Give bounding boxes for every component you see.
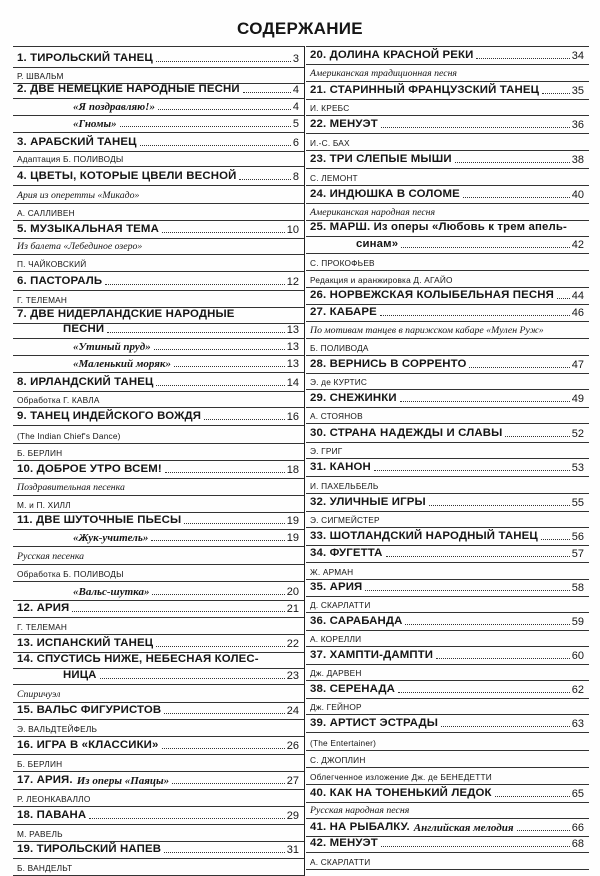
entry-title: 2. ДВЕ НЕМЕЦКИЕ НАРОДНЫЕ ПЕСНИ (17, 84, 240, 95)
toc-credit (13, 547, 304, 565)
toc-entry (306, 647, 589, 665)
toc-credit (13, 291, 304, 308)
entry-title: 28. ВЕРНИСЬ В СОРРЕНТО (310, 358, 467, 370)
toc-credit (306, 100, 589, 116)
toc-entry (13, 116, 304, 133)
toc-entry (306, 151, 589, 169)
dot-leader (156, 646, 285, 647)
toc-entry (13, 408, 304, 426)
entry-title: 18. ПАВАНА (17, 809, 87, 821)
toc-entry (306, 613, 589, 631)
toc-credit (306, 408, 589, 424)
toc-entry (13, 635, 304, 653)
dot-leader (164, 852, 285, 853)
toc-entry (306, 715, 589, 733)
toc-credit (306, 339, 589, 356)
page-number: 14 (286, 377, 299, 389)
toc-entry (306, 390, 589, 408)
toc-entry (13, 461, 304, 479)
dot-leader (162, 748, 285, 749)
dot-leader (381, 127, 570, 128)
credit-text: Э. де КУРТИС (310, 377, 368, 387)
toc-credit (306, 853, 589, 870)
page-number: 63 (571, 718, 584, 730)
page-number: 27 (286, 775, 299, 787)
dot-leader (152, 594, 284, 595)
credit-text: М. и П. ХИЛЛ (17, 500, 71, 510)
entry-title: 40. КАК НА ТОНЕНЬКИЙ ЛЕДОК (310, 787, 492, 799)
credit-text: П. ЧАЙКОВСКИЙ (17, 259, 87, 269)
page-number: 19 (286, 515, 299, 527)
page-number: 34 (571, 50, 584, 62)
entry-title: 10. ДОБРОЕ УТРО ВСЕМ! (17, 463, 162, 475)
toc-entry (306, 237, 589, 254)
toc-credit (306, 254, 589, 271)
toc-left-column (13, 46, 305, 876)
dot-leader (151, 540, 284, 541)
page-number: 57 (571, 548, 584, 560)
credit-text: М. РАВЕЛЬ (17, 829, 63, 839)
description-text: Русская песенка (17, 551, 85, 562)
credit-text: С. ПРОКОФЬЕВ (310, 258, 375, 268)
toc-entry (13, 601, 304, 618)
page-number: 60 (571, 650, 584, 662)
toc-credit (13, 186, 304, 204)
entry-subtitle: «Вальс-шутка» (73, 586, 150, 598)
entry-subtitle: Английская мелодия (413, 822, 514, 834)
dot-leader (429, 505, 570, 506)
toc-credit (13, 444, 304, 461)
entry-title: 17. АРИЯ. (17, 774, 73, 786)
entry-subtitle: «Гномы» (73, 118, 117, 130)
dot-leader (365, 590, 569, 591)
toc-credit (306, 271, 589, 288)
dot-leader (162, 232, 285, 233)
entry-title: 7. ДВЕ НИДЕРЛАНДСКИЕ НАРОДНЫЕ (17, 308, 235, 320)
entry-title: 19. ТИРОЛЬСКИЙ НАПЕВ (17, 843, 162, 855)
dot-leader (400, 401, 570, 402)
toc-credit (13, 152, 304, 167)
page-number: 35 (571, 85, 584, 97)
toc-credit (13, 255, 304, 272)
credit-text: И. КРЕБС (310, 103, 350, 113)
entry-title: 1. ТИРОЛЬСКИЙ ТАНЕЦ (17, 52, 153, 64)
dot-leader (542, 93, 570, 94)
entry-title: 21. СТАРИННЫЙ ФРАНЦУЗСКИЙ ТАНЕЦ (310, 84, 540, 96)
page-number: 49 (571, 393, 584, 405)
page-number: 5 (292, 118, 299, 130)
toc-credit (13, 239, 304, 255)
entry-title: 5. МУЗЫКАЛЬНАЯ ТЕМА (17, 223, 159, 235)
entry-title: 15. ВАЛЬС ФИГУРИСТОВ (17, 704, 162, 716)
toc-credit (306, 443, 589, 459)
entry-title: 9. ТАНЕЦ ИНДЕЙСКОГО ВОЖДЯ (17, 410, 202, 422)
dot-leader (140, 145, 291, 146)
toc-credit (306, 733, 589, 751)
toc-credit (13, 496, 304, 513)
toc-entry (13, 653, 304, 669)
entry-title: 39. АРТИСТ ЭСТРАДЫ (310, 717, 439, 729)
toc-credit (306, 169, 589, 186)
entry-title: 41. НА РЫБАЛКУ. (310, 821, 410, 833)
dot-leader (495, 796, 570, 797)
credit-text: И. ПАХЕЛЬБЕЛЬ (310, 481, 379, 491)
credit-text: Б. ПОЛИВОДА (310, 343, 369, 353)
toc-credit (306, 134, 589, 151)
toc-entry (306, 221, 589, 237)
credit-text: (The Entertainer) (310, 738, 377, 748)
entry-title: 27. КАБАРЕ (310, 306, 377, 318)
dot-leader (184, 523, 284, 524)
toc-credit (13, 755, 304, 772)
toc-credit (306, 631, 589, 647)
page-number: 40 (571, 189, 584, 201)
credit-text: Г. ТЕЛЕМАН (17, 622, 68, 632)
credit-text: Р. ЛЕОНКАВАЛЛО (17, 794, 91, 804)
dot-leader (557, 298, 570, 299)
dot-leader (517, 830, 570, 831)
credit-text: А. СТОЯНОВ (310, 411, 363, 421)
toc-credit (13, 204, 304, 221)
page-number: 53 (571, 462, 584, 474)
entry-subtitle: «Я поздравляю!» (73, 101, 155, 113)
page-number: 47 (571, 359, 584, 371)
dot-leader (156, 385, 284, 386)
entry-subtitle: «Утиный пруд» (73, 341, 151, 353)
page-number: 8 (292, 171, 299, 183)
dot-leader (158, 109, 291, 110)
toc-entry (13, 324, 304, 339)
toc-entry (306, 580, 589, 597)
credit-text: Э. СИГМЕЙСТЕР (310, 515, 380, 525)
dot-leader (405, 624, 569, 625)
entry-title: 14. СПУСТИСЬ НИЖЕ, НЕБЕСНАЯ КОЛЕС- (17, 653, 259, 665)
toc-entry (13, 530, 304, 547)
toc-entry (13, 272, 304, 291)
credit-text: Ж. АРМАН (310, 567, 354, 577)
credit-text: Адаптация Б. ПОЛИВОДЫ (17, 154, 124, 164)
toc-entry (306, 819, 589, 837)
page-number: 59 (571, 616, 584, 628)
toc-entry (13, 737, 304, 755)
entry-title: 32. УЛИЧНЫЕ ИГРЫ (310, 496, 426, 508)
entry-subtitle: «Жук-учитель» (73, 532, 149, 544)
entry-title: 6. ПАСТОРАЛЬ (17, 275, 103, 287)
page-number: 31 (286, 844, 299, 856)
toc-credit (306, 477, 589, 494)
toc-credit (306, 699, 589, 715)
description-text: Американская народная песня (310, 207, 436, 218)
toc-credit (306, 374, 589, 390)
entry-title: 36. САРАБАНДА (310, 615, 403, 627)
description-text: Спиричуэл (17, 689, 61, 700)
credit-text: Облегченное изложение Дж. де БЕНЕДЕТТИ (310, 772, 492, 782)
toc-credit (306, 563, 589, 580)
dot-leader (436, 658, 570, 659)
entry-title: 24. ИНДЮШКА В СОЛОМЕ (310, 188, 460, 200)
page-number: 55 (571, 497, 584, 509)
toc-entry (13, 84, 304, 99)
dot-leader (154, 349, 285, 350)
dot-leader (374, 470, 570, 471)
toc-entry (13, 703, 304, 720)
credit-text: (The Indian Chief's Dance) (17, 431, 121, 441)
toc-credit (13, 565, 304, 582)
entry-title: 30. СТРАНА НАДЕЖДЫ И СЛАВЫ (310, 427, 503, 439)
toc-credit (13, 426, 304, 444)
credit-text: Э. ВАЛЬДТЕЙФЕЛЬ (17, 724, 98, 734)
toc-entry (306, 837, 589, 853)
entry-title: 4. ЦВЕТЫ, КОТОРЫЕ ЦВЕЛИ ВЕСНОЙ (17, 170, 237, 182)
entry-title: 12. АРИЯ (17, 602, 70, 614)
dot-leader (386, 556, 570, 557)
description-text: Ария из оперетты «Микадо» (17, 190, 140, 201)
credit-text: А. САЛЛИВЕН (17, 208, 75, 218)
entry-title: НИЦА (63, 669, 97, 681)
page-number: 13 (286, 341, 299, 353)
dot-leader (107, 332, 285, 333)
toc-credit (306, 512, 589, 528)
page-number: 58 (571, 582, 584, 594)
toc-entry (306, 424, 589, 443)
page-number: 4 (292, 101, 299, 113)
toc-credit (13, 392, 304, 408)
page-number: 52 (571, 428, 584, 440)
toc-entry (13, 842, 304, 859)
credit-text: Дж. ГЕЙНОР (310, 702, 362, 712)
page-number: 12 (286, 276, 299, 288)
toc-entry (13, 99, 304, 116)
dot-leader (164, 713, 285, 714)
dot-leader (165, 472, 285, 473)
entry-title: 23. ТРИ СЛЕПЫЕ МЫШИ (310, 153, 452, 165)
credit-text: Б. БЕРЛИН (17, 759, 63, 769)
entry-title: 37. ХАМПТИ-ДАМПТИ (310, 649, 434, 661)
toc-entry (306, 785, 589, 803)
entry-title: 13. ИСПАНСКИЙ ТАНЕЦ (17, 637, 154, 649)
toc-entry (13, 772, 304, 790)
page-number: 66 (571, 822, 584, 834)
page-number: 20 (286, 586, 299, 598)
description-text: Русская народная песня (310, 805, 410, 816)
toc-credit (306, 768, 589, 785)
toc-entry (306, 82, 589, 100)
dot-leader (172, 783, 285, 784)
toc-entry (306, 186, 589, 204)
credit-text: И.-С. БАХ (310, 138, 350, 148)
page-number: 29 (286, 810, 299, 822)
toc-entry (13, 373, 304, 392)
entry-title: 22. МЕНУЭТ (310, 118, 378, 130)
page-number: 4 (292, 84, 299, 96)
page-number: 13 (286, 324, 299, 336)
page-number: 42 (571, 239, 584, 251)
toc-entry (13, 133, 304, 152)
entry-subtitle: «Маленький моряк» (73, 358, 171, 370)
entry-title: синам» (356, 238, 399, 250)
toc-entry (13, 582, 304, 601)
page-number: 19 (286, 532, 299, 544)
page-number: 21 (286, 603, 299, 615)
toc-entry (306, 528, 589, 546)
toc-entry (13, 221, 304, 239)
toc-credit (306, 322, 589, 339)
entry-title: 8. ИРЛАНДСКИЙ ТАНЕЦ (17, 376, 154, 388)
toc-credit (306, 751, 589, 768)
dot-leader (541, 539, 570, 540)
toc-entry (306, 494, 589, 512)
credit-text: Р. ШВАЛЬМ (17, 71, 64, 81)
credit-text: Обработка Г. КАВЛА (17, 395, 100, 405)
toc-entry (13, 669, 304, 685)
toc-credit (306, 597, 589, 613)
page-number: 36 (571, 119, 584, 131)
toc-entry (13, 339, 304, 356)
entry-title: 11. ДВЕ ШУТОЧНЫЕ ПЬЕСЫ (17, 514, 182, 526)
entry-title: 20. ДОЛИНА КРАСНОЙ РЕКИ (310, 49, 474, 61)
dot-leader (476, 58, 569, 59)
toc-entry (13, 356, 304, 373)
toc-entry (13, 167, 304, 186)
entry-title: 33. ШОТЛАНДСКИЙ НАРОДНЫЙ ТАНЕЦ (310, 530, 538, 542)
entry-title: 35. АРИЯ (310, 581, 363, 593)
entry-title: 29. СНЕЖИНКИ (310, 392, 397, 404)
toc-entry (13, 807, 304, 825)
toc-credit (13, 685, 304, 703)
entry-title: 38. СЕРЕНАДА (310, 683, 396, 695)
credit-text: С. ДЖОПЛИН (310, 755, 366, 765)
dot-leader (380, 315, 570, 316)
credit-text: Б. БЕРЛИН (17, 448, 63, 458)
entry-title: 34. ФУГЕТТА (310, 547, 383, 559)
credit-text: Э. ГРИГ (310, 446, 343, 456)
credit-text: Обработка Б. ПОЛИВОДЫ (17, 569, 124, 579)
page-number: 65 (571, 788, 584, 800)
dot-leader (398, 692, 570, 693)
credit-text: Д. СКАРЛАТТИ (310, 600, 371, 610)
entry-title: 31. КАНОН (310, 461, 371, 473)
dot-leader (120, 126, 291, 127)
page-number: 18 (286, 464, 299, 476)
page-number: 46 (571, 307, 584, 319)
toc-credit (306, 204, 589, 221)
toc-credit (13, 859, 304, 876)
description-text: Из балета «Лебединое озеро» (17, 241, 143, 252)
page-number: 26 (286, 740, 299, 752)
entry-title: 3. АРАБСКИЙ ТАНЕЦ (17, 136, 137, 148)
dot-leader (243, 92, 291, 93)
credit-text: А. КОРЕЛЛИ (310, 634, 362, 644)
dot-leader (89, 818, 285, 819)
dot-leader (105, 284, 285, 285)
description-text: По мотивам танцев в парижском кабаре «Мулен Руж» (310, 325, 544, 336)
dot-leader (100, 678, 285, 679)
dot-leader (204, 419, 285, 420)
page-number: 6 (292, 137, 299, 149)
toc-entry (306, 681, 589, 699)
page-number: 56 (571, 531, 584, 543)
entry-title: 16. ИГРА В «КЛАССИКИ» (17, 739, 159, 751)
page-number: 23 (286, 670, 299, 682)
description-text: Американская традиционная песня (310, 68, 457, 79)
page-number: 22 (286, 638, 299, 650)
page-number: 62 (571, 684, 584, 696)
toc-entry (13, 47, 304, 68)
page-number: 38 (571, 154, 584, 166)
toc-credit (13, 68, 304, 84)
credit-text: Редакция и аранжировка Д. АГАЙО (310, 275, 453, 285)
toc-entry (13, 513, 304, 530)
entry-title: 26. НОРВЕЖСКАЯ КОЛЫБЕЛЬНАЯ ПЕСНЯ (310, 289, 554, 301)
toc-entry (306, 356, 589, 374)
credit-text: Г. ТЕЛЕМАН (17, 295, 68, 305)
toc-credit (13, 720, 304, 737)
entry-title: 25. МАРШ. Из оперы «Любовь к трем апель- (310, 221, 567, 233)
page-number: 13 (286, 358, 299, 370)
page-number: 68 (571, 838, 584, 850)
page-title: СОДЕРЖАНИЕ (237, 19, 363, 38)
dot-leader (156, 61, 291, 62)
toc-right-column (306, 46, 589, 870)
toc-entry (306, 288, 589, 305)
dot-leader (381, 846, 570, 847)
toc-entry (306, 47, 589, 65)
credit-text: Дж. ДАРВЕН (310, 668, 362, 678)
page-number: 24 (286, 705, 299, 717)
toc-credit (13, 790, 304, 807)
toc-entry (306, 116, 589, 134)
dot-leader (505, 436, 569, 437)
credit-text: Б. ВАНДЕЛЬТ (17, 863, 73, 873)
dot-leader (239, 179, 290, 180)
dot-leader (441, 726, 570, 727)
entry-title: 42. МЕНУЭТ (310, 837, 378, 849)
page-number: 3 (292, 53, 299, 65)
entry-subtitle: Из оперы «Паяцы» (76, 775, 170, 787)
entry-title: ПЕСНИ (63, 324, 105, 335)
credit-text: А. СКАРЛАТТИ (310, 857, 371, 867)
toc-entry (13, 308, 304, 324)
toc-credit (306, 665, 589, 681)
dot-leader (455, 162, 570, 163)
page-number: 16 (286, 411, 299, 423)
toc-credit (13, 479, 304, 496)
toc-entry (306, 305, 589, 322)
toc-entry (306, 546, 589, 563)
page-number: 44 (571, 290, 584, 302)
toc-credit (306, 65, 589, 82)
dot-leader (463, 197, 570, 198)
toc-entry (306, 459, 589, 477)
description-text: Поздравительная песенка (17, 482, 125, 493)
credit-text: С. ЛЕМОНТ (310, 173, 358, 183)
dot-leader (401, 247, 570, 248)
dot-leader (72, 611, 284, 612)
toc-credit (306, 803, 589, 819)
page-number: 10 (286, 224, 299, 236)
dot-leader (174, 366, 285, 367)
dot-leader (469, 367, 569, 368)
toc-credit (13, 618, 304, 635)
